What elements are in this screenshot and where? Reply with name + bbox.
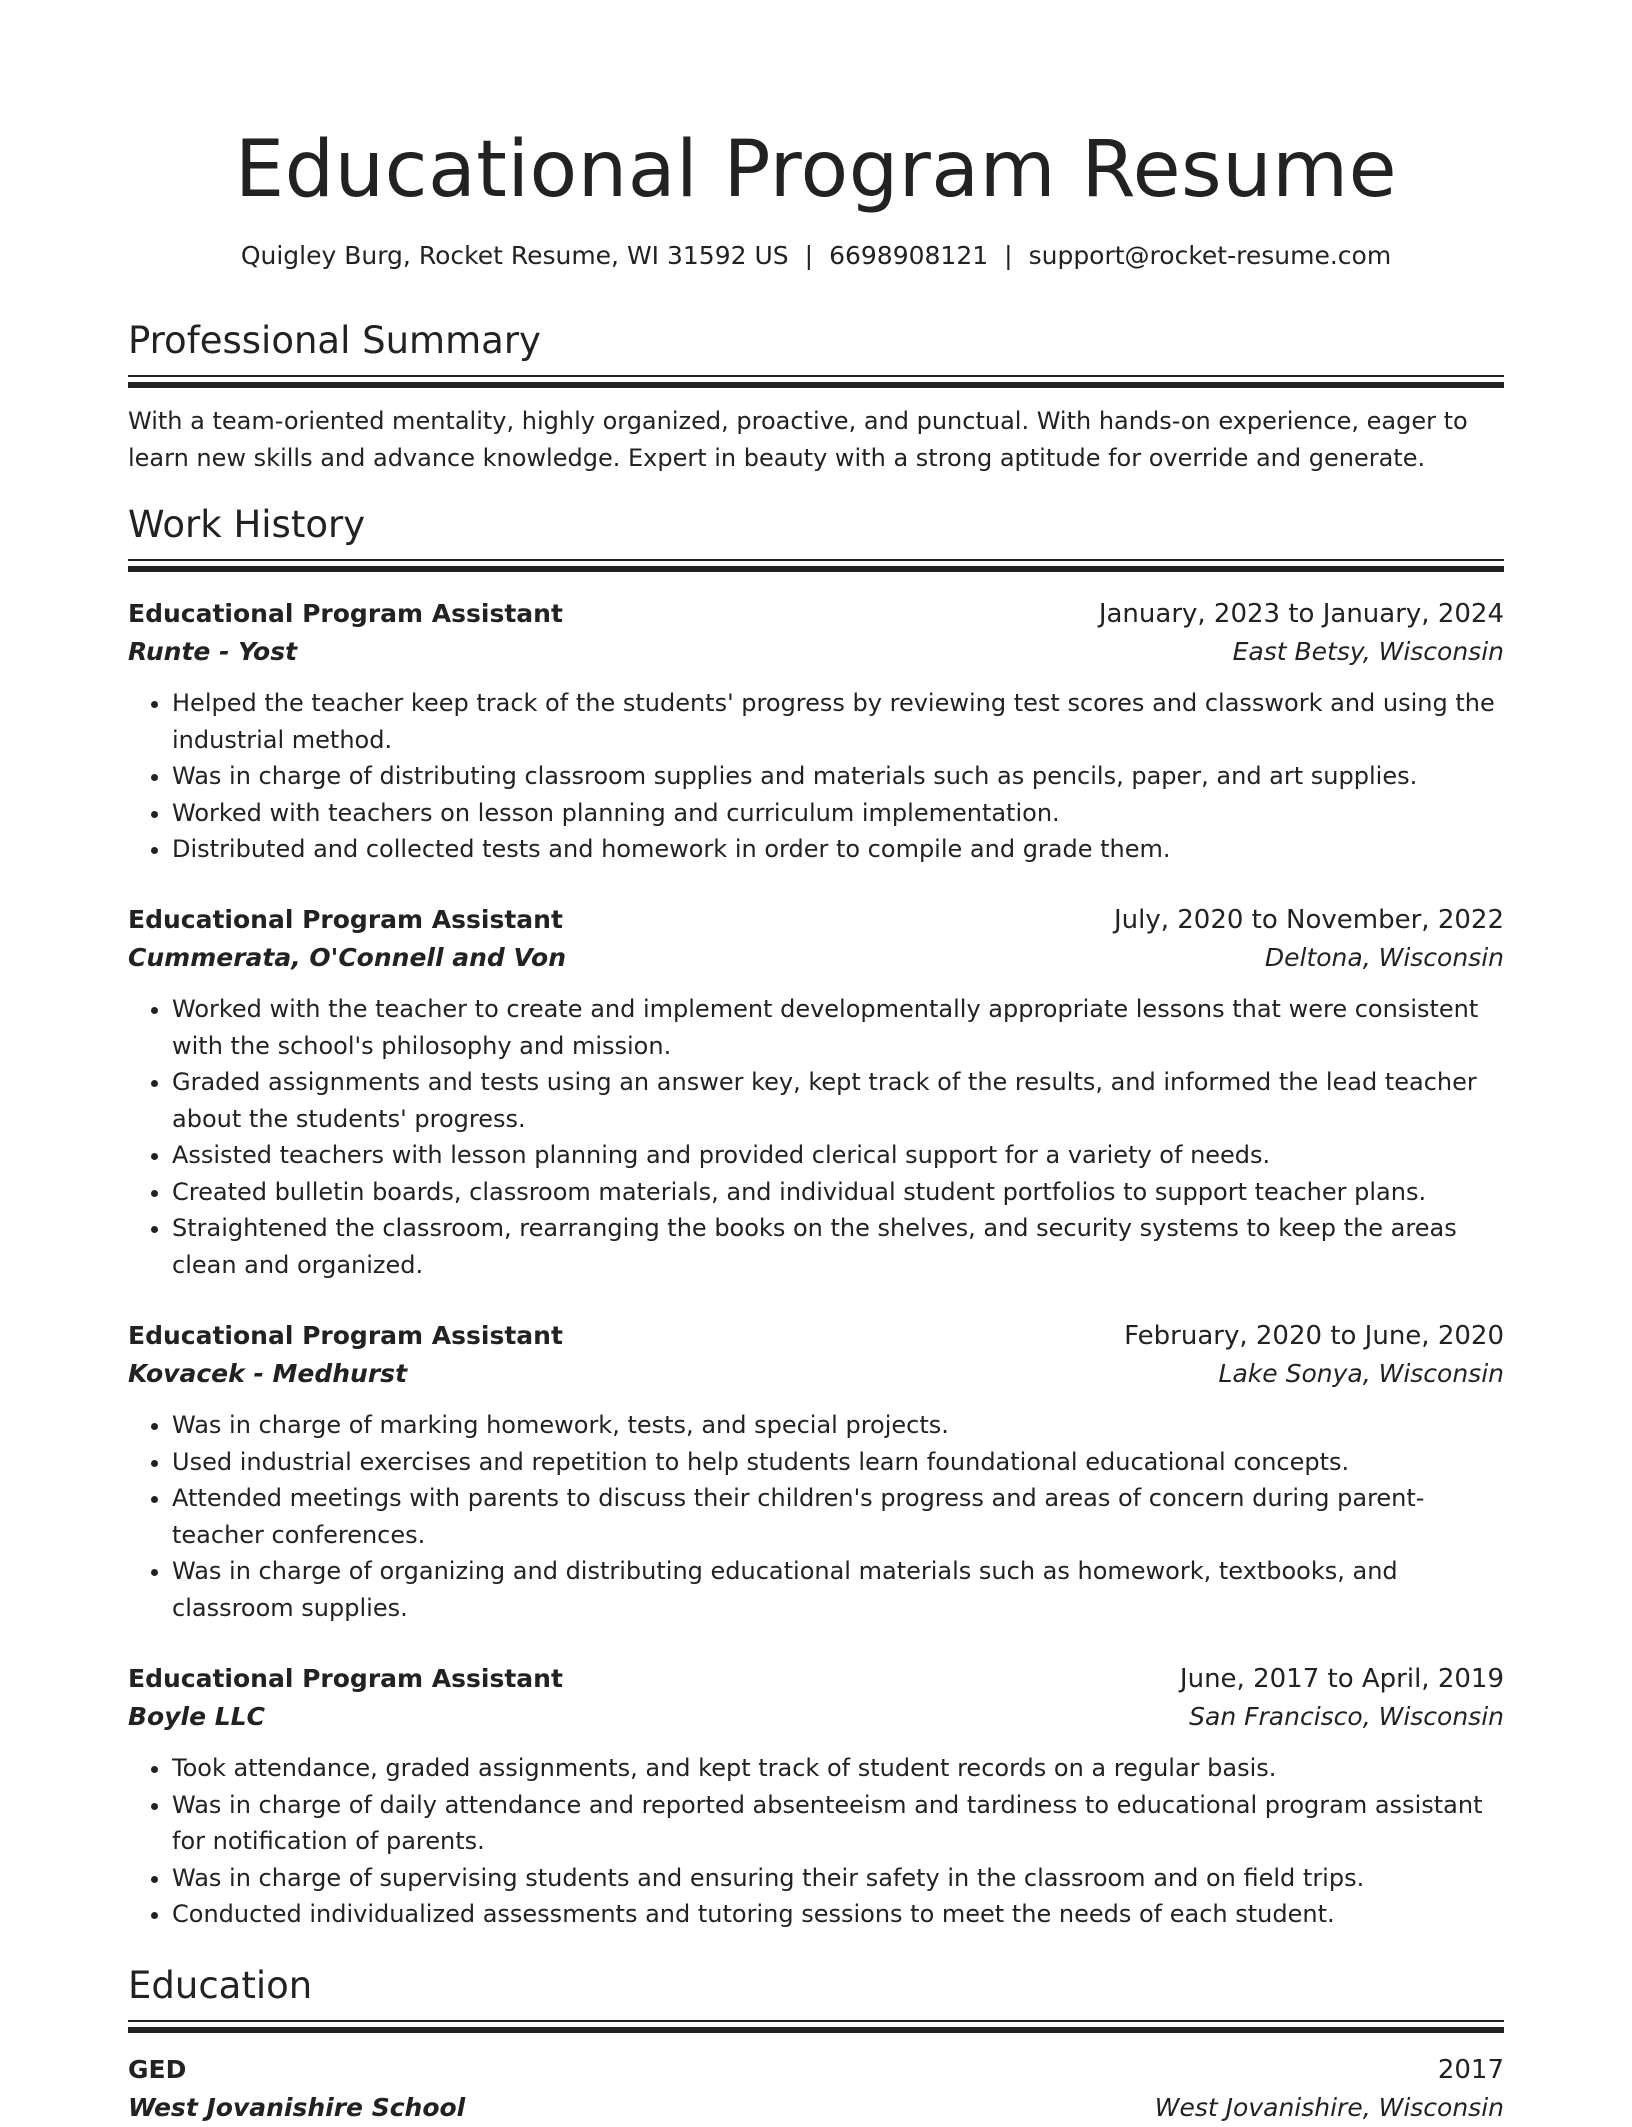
contact-separator: | xyxy=(1004,241,1013,270)
job-bullet: • Worked with teachers on lesson planning and curriculum implementation. xyxy=(172,795,1504,832)
job-dates: February, 2020 to June, 2020 xyxy=(1124,1321,1504,1351)
job-bullet: • Assisted teachers with lesson planning and provided clerical support for a variety of needs. xyxy=(172,1137,1504,1174)
section-divider xyxy=(128,375,1504,388)
job-company-row xyxy=(128,1355,1504,1393)
job-entry xyxy=(128,1660,1504,1933)
job-header-row xyxy=(128,1660,1504,1698)
work-history-heading: Work History xyxy=(128,503,366,546)
job-bullet: • Distributed and collected tests and homework in order to compile and grade them. xyxy=(172,831,1504,868)
job-entry xyxy=(128,595,1504,868)
section-divider xyxy=(128,2020,1504,2033)
education-heading: Education xyxy=(128,1964,313,2007)
job-bullet: • Graded assignments and tests using an answer key, kept track of the results, and informed the lead teacher about the students' progress. xyxy=(172,1064,1504,1137)
job-bullets xyxy=(128,991,1504,1283)
job-company-row xyxy=(128,939,1504,977)
job-bullet: • Was in charge of distributing classroom supplies and materials such as pencils, paper, and art supplies. xyxy=(172,758,1504,795)
contact-line xyxy=(128,236,1504,276)
job-bullet: • Attended meetings with parents to discuss their children's progress and areas of concern during parent-teacher conferences. xyxy=(172,1480,1504,1553)
job-dates: January, 2023 to January, 2024 xyxy=(1098,599,1504,629)
education-section xyxy=(128,1962,1504,2033)
job-bullet: • Was in charge of organizing and distributing educational materials such as homework, textbooks, and classroom supplies. xyxy=(172,1553,1504,1626)
job-bullets xyxy=(128,1407,1504,1626)
job-location: Lake Sonya, Wisconsin xyxy=(1218,1359,1504,1388)
education-header-row xyxy=(128,2051,1504,2089)
job-bullet: • Worked with the teacher to create and implement developmentally appropriate lessons that were consistent with the school's philosophy and mission. xyxy=(172,991,1504,1064)
job-dates: July, 2020 to November, 2022 xyxy=(1113,905,1504,935)
contact-phone: 6698908121 xyxy=(829,241,989,270)
education-school: West Jovanishire School xyxy=(128,2093,466,2122)
job-bullet: • Helped the teacher keep track of the students' progress by reviewing test scores and classwork and using the industrial method. xyxy=(172,685,1504,758)
summary-section xyxy=(128,317,1504,476)
education-entry xyxy=(128,2051,1504,2127)
job-location: San Francisco, Wisconsin xyxy=(1189,1702,1504,1731)
work-history-section xyxy=(128,501,1504,572)
job-dates: June, 2017 to April, 2019 xyxy=(1179,1664,1504,1694)
contact-email: support@rocket-resume.com xyxy=(1028,241,1392,270)
job-company-row xyxy=(128,1698,1504,1736)
job-bullet: • Used industrial exercises and repetition to help students learn foundational educational concepts. xyxy=(172,1444,1504,1481)
job-bullet: • Conducted individualized assessments and tutoring sessions to meet the needs of each student. xyxy=(172,1896,1504,1933)
resume-title: Educational Program Resume xyxy=(234,125,1398,215)
job-bullet: • Created bulletin boards, classroom materials, and individual student portfolios to support teacher plans. xyxy=(172,1174,1504,1211)
section-divider xyxy=(128,559,1504,572)
job-company: Boyle LLC xyxy=(128,1702,265,1731)
job-company: Cummerata, O'Connell and Von xyxy=(128,943,567,972)
job-company: Kovacek - Medhurst xyxy=(128,1359,408,1388)
job-header-row xyxy=(128,595,1504,633)
job-title: Educational Program Assistant xyxy=(128,1664,563,1693)
education-year: 2017 xyxy=(1437,2055,1504,2085)
contact-separator: | xyxy=(804,241,814,270)
job-bullet: • Took attendance, graded assignments, and kept track of student records on a regular basis. xyxy=(172,1750,1504,1787)
job-title: Educational Program Assistant xyxy=(128,1321,563,1350)
job-bullet: • Was in charge of marking homework, tests, and special projects. xyxy=(172,1407,1504,1444)
education-school-row xyxy=(128,2089,1504,2127)
job-bullet: • Was in charge of supervising students and ensuring their safety in the classroom and on field trips. xyxy=(172,1860,1504,1897)
education-location: West Jovanishire, Wisconsin xyxy=(1154,2093,1504,2122)
job-entry xyxy=(128,901,1504,1283)
job-bullets xyxy=(128,685,1504,868)
job-header-row xyxy=(128,1317,1504,1355)
job-header-row xyxy=(128,901,1504,939)
summary-text: With a team-oriented mentality, highly organized, proactive, and punctual. With hands-on experience, eager to learn new skills and advance knowledge. Expert in beauty with a strong aptitude for override and generate. xyxy=(128,407,1468,472)
job-location: Deltona, Wisconsin xyxy=(1264,943,1504,972)
job-title: Educational Program Assistant xyxy=(128,905,563,934)
job-entry xyxy=(128,1317,1504,1626)
job-company-row xyxy=(128,633,1504,671)
job-bullet: • Was in charge of daily attendance and reported absenteeism and tardiness to educational program assistant for notification of parents. xyxy=(172,1787,1504,1860)
summary-heading: Professional Summary xyxy=(128,319,541,362)
job-location: East Betsy, Wisconsin xyxy=(1232,637,1504,666)
education-degree: GED xyxy=(128,2055,187,2084)
contact-address: Quigley Burg, Rocket Resume, WI 31592 US xyxy=(240,241,789,270)
job-bullet: • Straightened the classroom, rearranging the books on the shelves, and security systems to keep the areas clean and organized. xyxy=(172,1210,1504,1283)
job-company: Runte - Yost xyxy=(128,637,298,666)
job-title: Educational Program Assistant xyxy=(128,599,563,628)
job-bullets xyxy=(128,1750,1504,1933)
